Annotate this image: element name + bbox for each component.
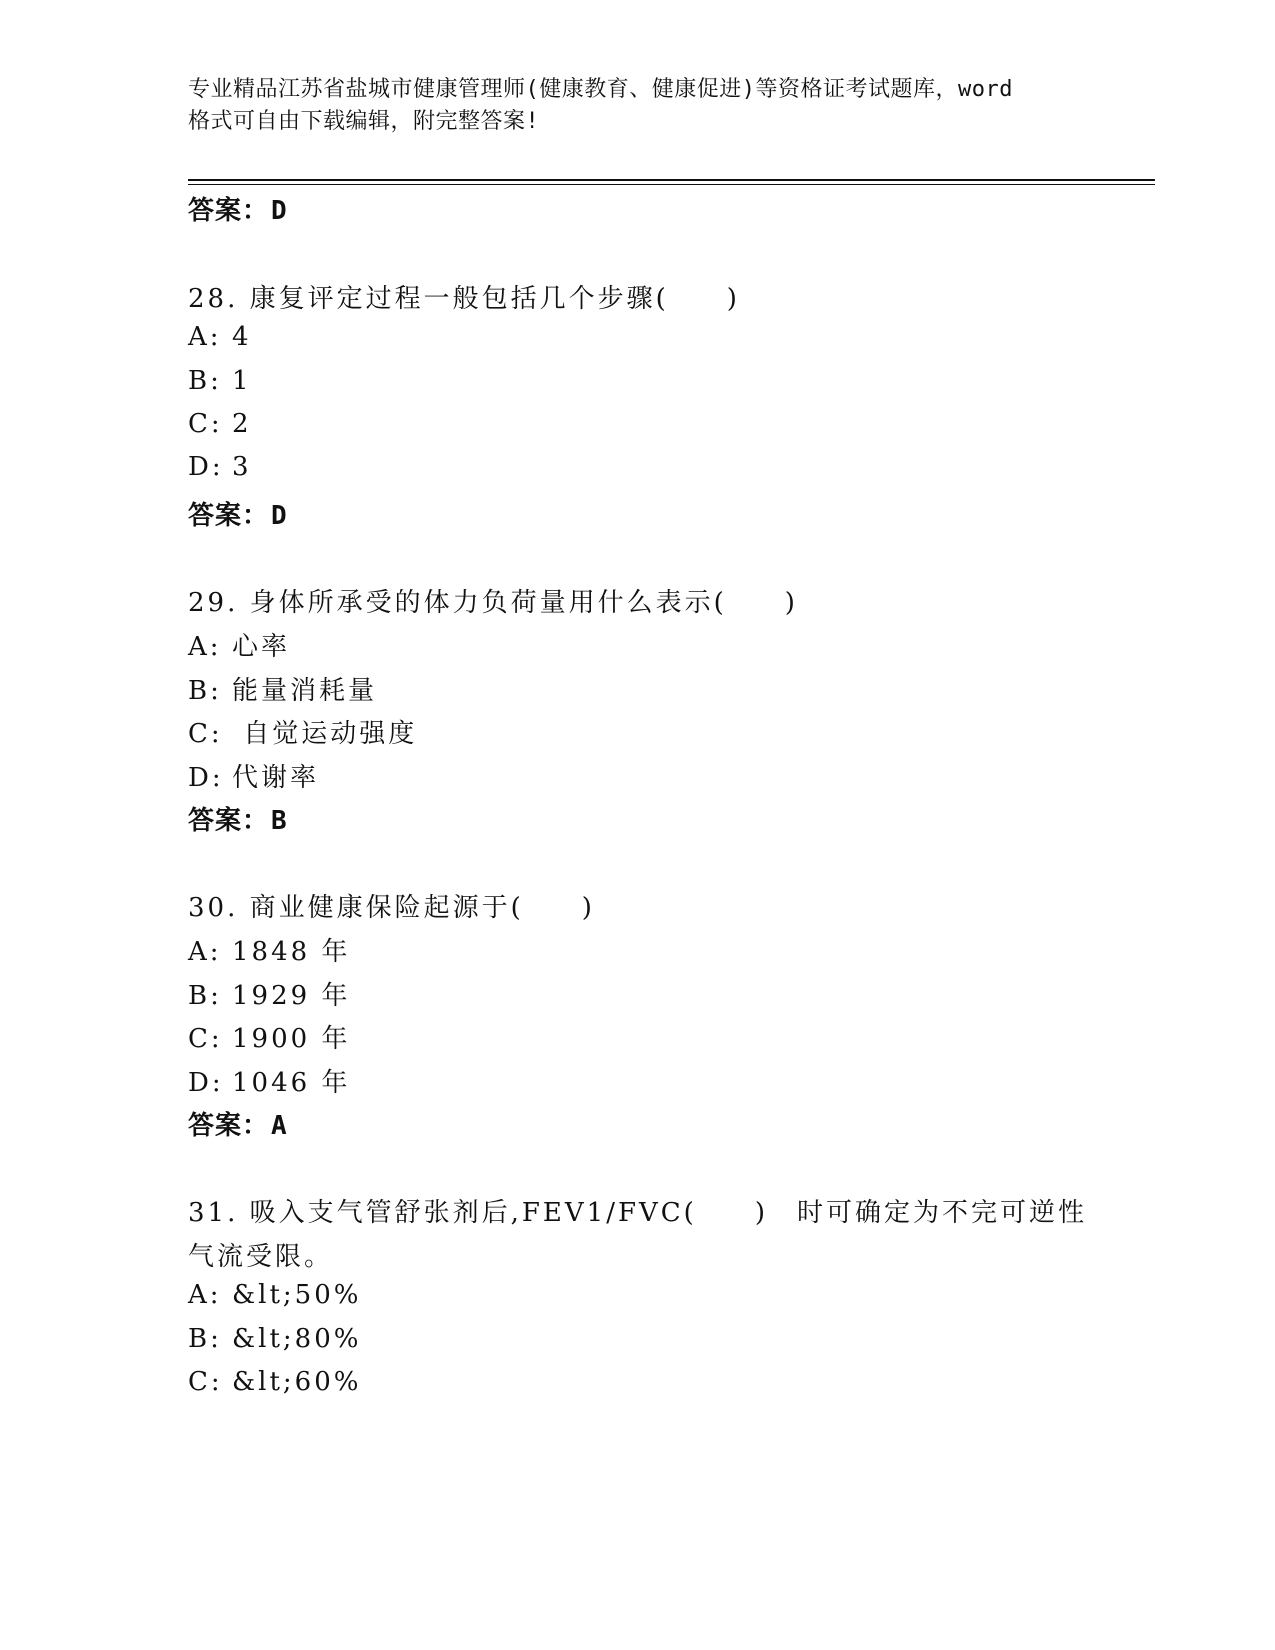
answer-value: D (271, 196, 288, 226)
option-d (188, 757, 319, 794)
option-label: C: (188, 409, 223, 439)
answer-label: 答案： (188, 806, 270, 836)
option-a (188, 931, 350, 968)
answer-label: 答案： (188, 501, 270, 531)
question-stem: 28. 康复评定过程一般包括几个步骤( ) (188, 284, 740, 314)
option-text: 1848 年 (232, 937, 351, 967)
option-text: 心率 (232, 632, 291, 662)
option-label: A: (188, 632, 222, 662)
option-label: D: (188, 452, 224, 482)
option-a (188, 626, 290, 663)
header-line-1: 专业精品江苏省盐城市健康管理师(健康教育、健康促进)等资格证考试题库，word (188, 77, 1013, 102)
answer-value: A (271, 1111, 288, 1141)
question-stem: 30. 商业健康保险起源于( ) (188, 893, 595, 923)
question-stem-continued: 气流受限。 (188, 1242, 334, 1272)
answer-value: B (271, 806, 288, 836)
option-text: 2 (232, 409, 252, 439)
answer-line (188, 190, 288, 227)
header-rule (188, 179, 1155, 181)
page-header (188, 74, 1088, 138)
option-label: A: (188, 937, 222, 967)
question-stem: 29. 身体所承受的体力负荷量用什么表示( ) (188, 588, 798, 618)
option-b (188, 366, 252, 396)
option-label: C: (188, 1024, 223, 1054)
answer-line (188, 1105, 288, 1142)
option-b (188, 975, 350, 1012)
option-text: &lt;50% (232, 1280, 362, 1310)
option-b (188, 1324, 361, 1354)
option-b (188, 670, 377, 707)
option-a (188, 1280, 361, 1310)
answer-label: 答案： (188, 196, 270, 226)
option-text: 1929 年 (232, 981, 351, 1011)
option-text: 3 (232, 452, 252, 482)
answer-line (188, 800, 288, 837)
option-label: B: (188, 1324, 222, 1354)
header-rule-thin (188, 184, 1155, 185)
option-label: C: (188, 1367, 223, 1397)
answer-line (188, 495, 288, 532)
option-label: B: (188, 981, 222, 1011)
option-label: B: (188, 676, 222, 706)
option-label: D: (188, 1068, 224, 1098)
option-c (188, 713, 417, 750)
option-d (188, 1062, 350, 1099)
option-label: D: (188, 763, 224, 793)
option-c (188, 1367, 361, 1397)
header-line-2: 格式可自由下载编辑，附完整答案! (188, 109, 540, 134)
answer-value: D (271, 501, 288, 531)
answer-label: 答案： (188, 1111, 270, 1141)
option-label: C: (188, 719, 223, 749)
option-text: 代谢率 (232, 763, 320, 793)
option-text: 1 (232, 366, 252, 396)
option-label: B: (188, 366, 222, 396)
option-text: 1046 年 (232, 1068, 351, 1098)
option-text: 4 (232, 322, 252, 352)
option-c (188, 1018, 350, 1055)
option-text: 1900 年 (232, 1024, 351, 1054)
option-text: 自觉运动强度 (232, 719, 418, 749)
option-a (188, 322, 252, 352)
question-stem: 31. 吸入支气管舒张剂后,FEV1/FVC( ) 时可确定为不完可逆性 (188, 1198, 1087, 1228)
option-text: 能量消耗量 (232, 676, 378, 706)
option-label: A: (188, 1280, 222, 1310)
option-c (188, 409, 252, 439)
option-text: &lt;60% (232, 1367, 362, 1397)
option-d (188, 452, 252, 482)
option-text: &lt;80% (232, 1324, 362, 1354)
option-label: A: (188, 322, 222, 352)
